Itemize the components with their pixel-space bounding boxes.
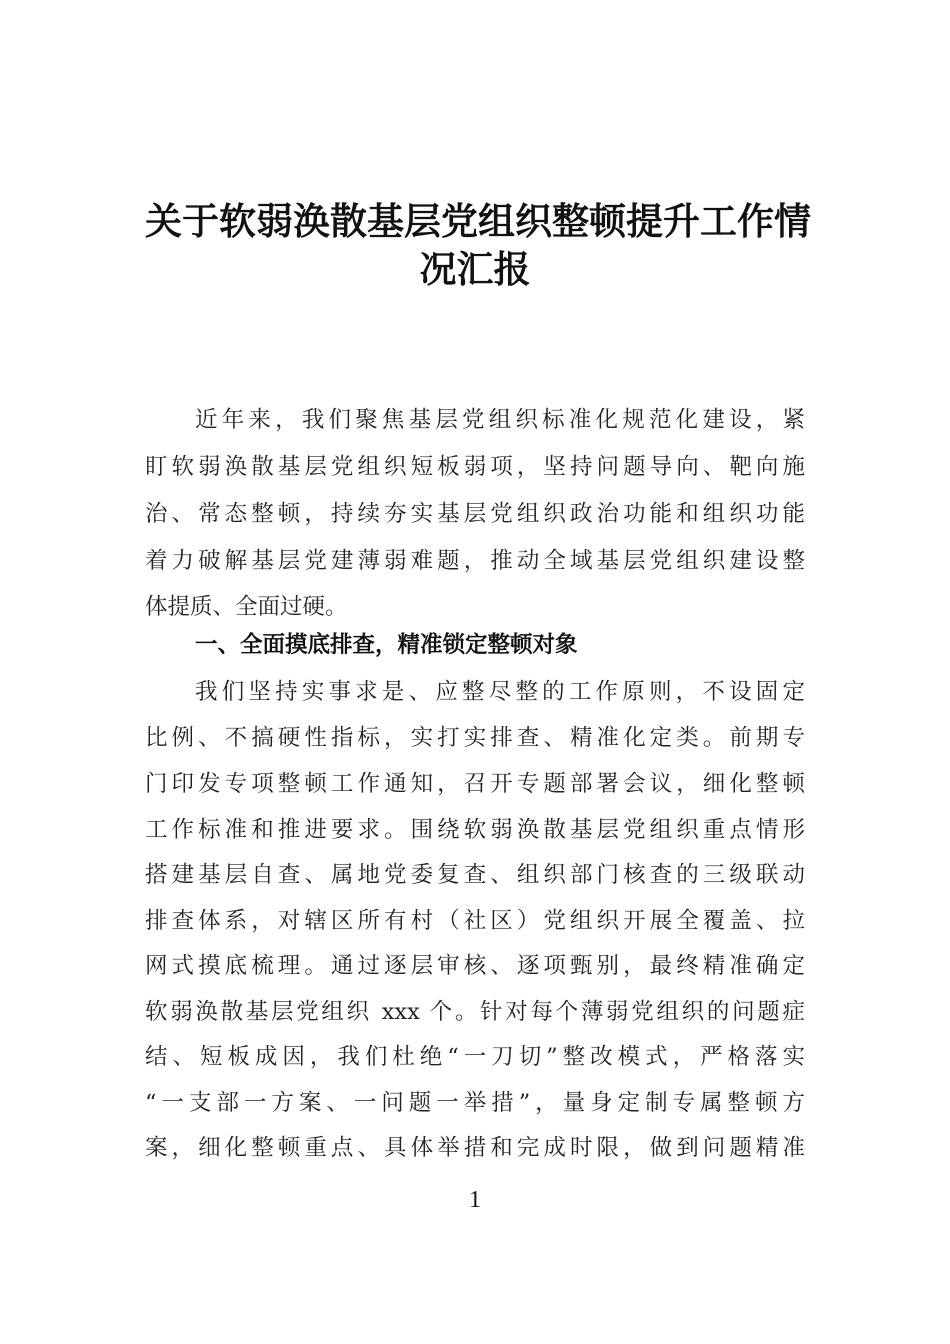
intro-paragraph-line: 治、常态整顿，持续夯实基层党组织政治功能和组织功能 — [145, 501, 805, 527]
section-paragraph-line: 排查体系，对辖区所有村（社区）党组织开展全覆盖、拉 — [145, 908, 805, 934]
section-paragraph-line: 工作标准和推进要求。围绕软弱涣散基层党组织重点情形 — [145, 817, 805, 843]
section-paragraph-line: 我们坚持实事求是、应整尽整的工作原则，不设固定 — [195, 679, 805, 705]
intro-paragraph-line: 体提质、全面过硬。 — [145, 594, 348, 620]
intro-paragraph-line: 近年来，我们聚焦基层党组织标准化规范化建设，紧 — [195, 407, 805, 433]
document-title-line-1: 关于软弱涣散基层党组织整顿提升工作情 — [145, 199, 811, 243]
section-paragraph-line: “一支部一方案、一问题一举措”，量身定制专属整顿方 — [145, 1090, 805, 1116]
section-paragraph-line: 网式摸底梳理。通过逐层审核、逐项甄别，最终精准确定 — [145, 953, 805, 979]
section-paragraph-line: 结、短板成因，我们杜绝“一刀切”整改模式，严格落实 — [145, 1044, 805, 1070]
section-paragraph-line: 案，细化整顿重点、具体举措和完成时限，做到问题精准 — [145, 1135, 805, 1161]
section-heading: 一、全面摸底排查，精准锁定整顿对象 — [195, 632, 578, 658]
section-paragraph-line: 比例、不搞硬性指标，实打实排查、精准化定类。前期专 — [145, 725, 805, 751]
document-title-line-2: 况汇报 — [419, 247, 531, 291]
intro-paragraph-line: 盯软弱涣散基层党组织短板弱项，坚持问题导向、靶向施 — [145, 454, 805, 480]
section-paragraph-line: 软弱涣散基层党组织 xxx 个。针对每个薄弱党组织的问题症 — [145, 999, 805, 1025]
page-number: 1 — [469, 1187, 481, 1213]
section-paragraph-line: 搭建基层自查、属地党委复查、组织部门核查的三级联动 — [145, 862, 805, 888]
intro-paragraph-line: 着力破解基层党建薄弱难题，推动全域基层党组织建设整 — [145, 548, 805, 574]
section-paragraph-line: 门印发专项整顿工作通知，召开专题部署会议，细化整顿 — [145, 771, 805, 797]
